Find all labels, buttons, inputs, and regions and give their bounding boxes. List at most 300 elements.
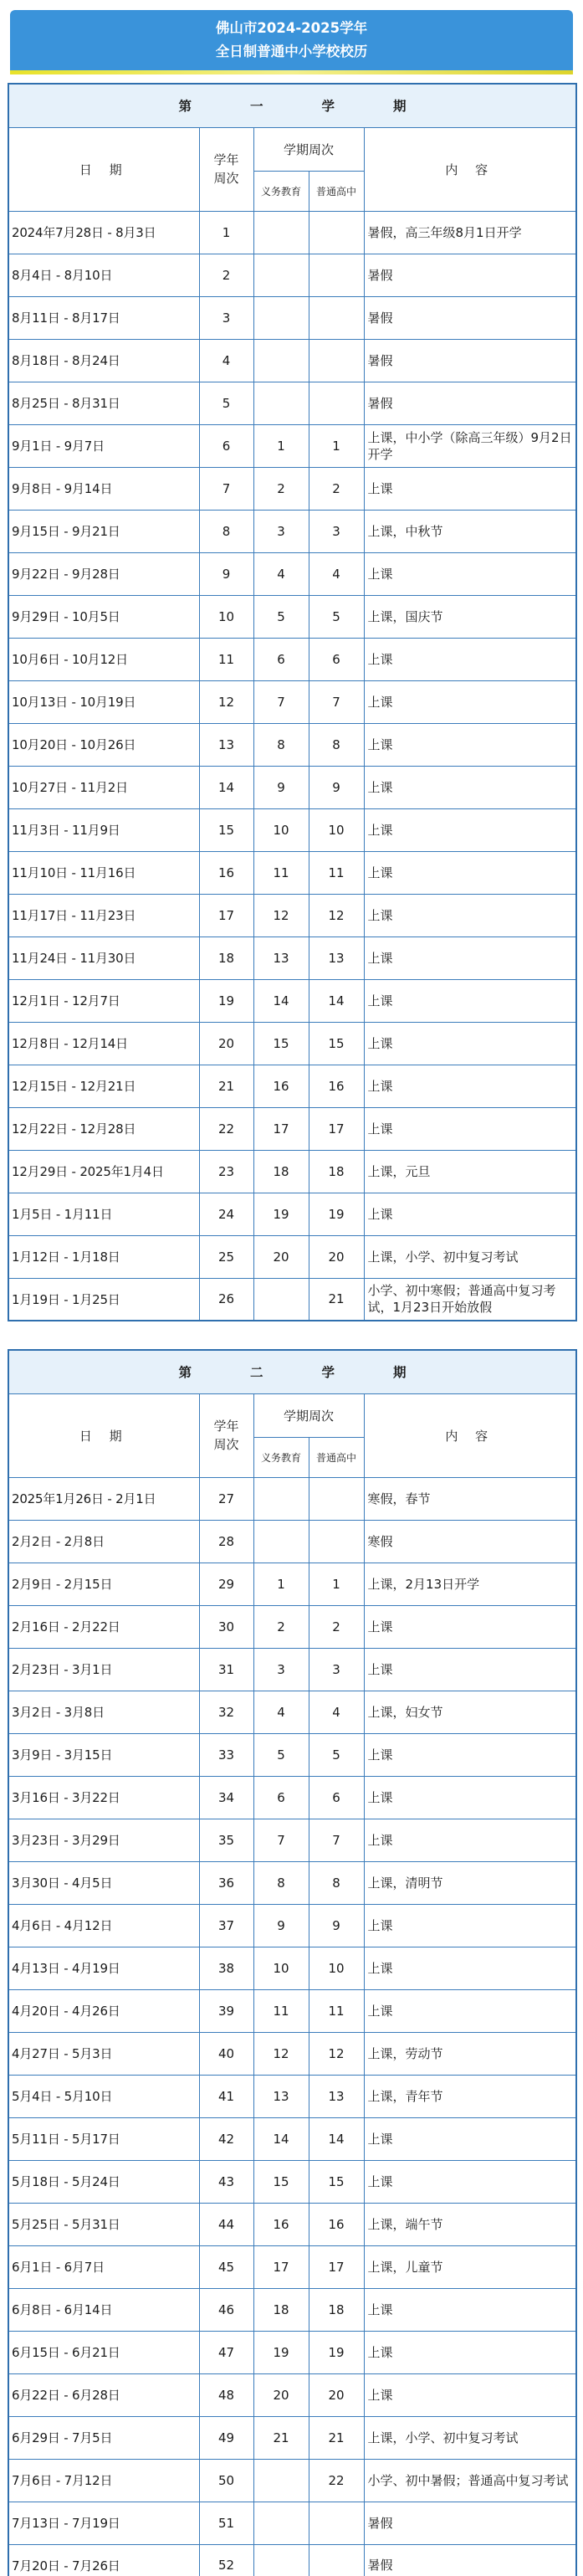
row-date: 7月13日 - 7月19日 [8, 2502, 199, 2544]
row-year-week: 18 [199, 936, 253, 979]
row-highschool-week: 17 [309, 1107, 364, 1150]
row-compulsory-week: 6 [253, 638, 309, 680]
table-row [8, 2544, 576, 2576]
table-row [8, 1477, 576, 1520]
date-column-header: 日 期 [8, 127, 199, 211]
row-date: 1月19日 - 1月25日 [8, 1278, 199, 1321]
row-highschool-week: 15 [309, 1022, 364, 1065]
row-content: 寒假，春节 [364, 1477, 576, 1520]
row-highschool-week: 16 [309, 2203, 364, 2245]
row-year-week: 38 [199, 1947, 253, 1989]
table-row [8, 638, 576, 680]
row-content: 暑假 [364, 2502, 576, 2544]
table-row [8, 2117, 576, 2160]
title-line-1: 佛山市2024-2025学年 [215, 20, 368, 36]
row-highschool-week: 11 [309, 1989, 364, 2032]
row-compulsory-week: 8 [253, 723, 309, 766]
row-highschool-week: 10 [309, 1947, 364, 1989]
row-compulsory-week: 15 [253, 2160, 309, 2203]
row-content: 上课 [364, 2160, 576, 2203]
row-content: 上课 [364, 1776, 576, 1819]
row-compulsory-week: 12 [253, 2032, 309, 2075]
row-highschool-week: 7 [309, 680, 364, 723]
row-date: 5月25日 - 5月31日 [8, 2203, 199, 2245]
semester2-table [8, 1349, 577, 2576]
table-row [8, 2203, 576, 2245]
row-content: 上课，青年节 [364, 2075, 576, 2117]
row-year-week: 48 [199, 2373, 253, 2416]
row-compulsory-week: 14 [253, 2117, 309, 2160]
row-date: 9月29日 - 10月5日 [8, 595, 199, 638]
row-year-week: 8 [199, 510, 253, 552]
row-date: 7月20日 - 7月26日 [8, 2544, 199, 2576]
table-row [8, 808, 576, 851]
row-compulsory-week: 13 [253, 936, 309, 979]
row-highschool-week: 18 [309, 2288, 364, 2331]
compulsory-column-header: 义务教育 [253, 1437, 309, 1477]
row-date: 9月1日 - 9月7日 [8, 424, 199, 467]
row-year-week: 12 [199, 680, 253, 723]
row-date: 5月18日 - 5月24日 [8, 2160, 199, 2203]
table-row [8, 2331, 576, 2373]
row-year-week: 49 [199, 2416, 253, 2459]
table-row [8, 1065, 576, 1107]
row-year-week: 40 [199, 2032, 253, 2075]
row-compulsory-week: 13 [253, 2075, 309, 2117]
row-compulsory-week: 6 [253, 1776, 309, 1819]
row-year-week: 42 [199, 2117, 253, 2160]
row-content: 上课，妇女节 [364, 1691, 576, 1733]
row-compulsory-week: 2 [253, 1605, 309, 1648]
table-row [8, 1193, 576, 1235]
row-highschool-week: 12 [309, 2032, 364, 2075]
row-content: 上课 [364, 467, 576, 510]
row-content: 小学、初中寒假；普通高中复习考试，1月23日开始放假 [364, 1278, 576, 1321]
row-content: 暑假 [364, 296, 576, 339]
table-row [8, 1278, 576, 1321]
row-compulsory-week: 18 [253, 2288, 309, 2331]
table-row [8, 936, 576, 979]
table-row [8, 680, 576, 723]
row-content: 上课 [364, 1605, 576, 1648]
row-year-week: 32 [199, 1691, 253, 1733]
row-compulsory-week: 3 [253, 510, 309, 552]
table-row [8, 1520, 576, 1563]
row-content: 上课 [364, 2117, 576, 2160]
row-date: 11月24日 - 11月30日 [8, 936, 199, 979]
row-year-week: 34 [199, 1776, 253, 1819]
table-row [8, 552, 576, 595]
row-compulsory-week: 4 [253, 1691, 309, 1733]
row-compulsory-week [253, 1278, 309, 1321]
row-compulsory-week: 10 [253, 808, 309, 851]
row-highschool-week: 19 [309, 1193, 364, 1235]
table-row [8, 382, 576, 424]
row-year-week: 9 [199, 552, 253, 595]
highschool-column-header: 普通高中 [309, 171, 364, 211]
row-highschool-week [309, 211, 364, 254]
row-date: 10月20日 - 10月26日 [8, 723, 199, 766]
row-content: 上课，小学、初中复习考试 [364, 1235, 576, 1278]
content-column-header: 内 容 [364, 1393, 576, 1477]
table-row [8, 2160, 576, 2203]
row-highschool-week: 13 [309, 2075, 364, 2117]
row-content: 上课 [364, 1904, 576, 1947]
row-year-week: 21 [199, 1065, 253, 1107]
row-date: 2月23日 - 3月1日 [8, 1648, 199, 1691]
row-date: 8月25日 - 8月31日 [8, 382, 199, 424]
row-highschool-week: 12 [309, 894, 364, 936]
row-highschool-week [309, 339, 364, 382]
row-date: 9月22日 - 9月28日 [8, 552, 199, 595]
table-row [8, 1989, 576, 2032]
row-compulsory-week: 20 [253, 2373, 309, 2416]
table-row [8, 1563, 576, 1605]
row-year-week: 29 [199, 1563, 253, 1605]
row-date: 4月6日 - 4月12日 [8, 1904, 199, 1947]
table-row [8, 2245, 576, 2288]
row-year-week: 24 [199, 1193, 253, 1235]
highschool-column-header: 普通高中 [309, 1437, 364, 1477]
row-compulsory-week: 16 [253, 2203, 309, 2245]
row-highschool-week [309, 1520, 364, 1563]
row-highschool-week: 16 [309, 1065, 364, 1107]
row-compulsory-week: 9 [253, 766, 309, 808]
row-highschool-week: 14 [309, 2117, 364, 2160]
row-date: 8月18日 - 8月24日 [8, 339, 199, 382]
row-year-week: 27 [199, 1477, 253, 1520]
row-content: 暑假，高三年级8月1日开学 [364, 211, 576, 254]
row-content: 暑假 [364, 254, 576, 296]
row-content: 上课 [364, 1022, 576, 1065]
table-row [8, 467, 576, 510]
row-content: 上课，清明节 [364, 1861, 576, 1904]
row-highschool-week: 20 [309, 2373, 364, 2416]
semester2-rows [8, 1477, 576, 2576]
row-compulsory-week: 21 [253, 2416, 309, 2459]
row-year-week: 10 [199, 595, 253, 638]
row-year-week: 26 [199, 1278, 253, 1321]
row-content: 暑假 [364, 2544, 576, 2576]
row-content: 上课 [364, 2373, 576, 2416]
content-column-header: 内 容 [364, 127, 576, 211]
row-compulsory-week [253, 382, 309, 424]
row-content: 暑假 [364, 382, 576, 424]
row-highschool-week [309, 2544, 364, 2576]
row-date: 7月6日 - 7月12日 [8, 2459, 199, 2502]
row-content: 暑假 [364, 339, 576, 382]
table-row [8, 1819, 576, 1861]
row-date: 3月9日 - 3月15日 [8, 1733, 199, 1776]
year-week-column-header: 学年 周次 [199, 1393, 253, 1477]
row-content: 上课，小学、初中复习考试 [364, 2416, 576, 2459]
table-row [8, 1235, 576, 1278]
row-date: 6月22日 - 6月28日 [8, 2373, 199, 2416]
row-date: 1月5日 - 1月11日 [8, 1193, 199, 1235]
row-content: 上课 [364, 1648, 576, 1691]
row-date: 4月13日 - 4月19日 [8, 1947, 199, 1989]
row-compulsory-week: 19 [253, 2331, 309, 2373]
row-compulsory-week: 5 [253, 595, 309, 638]
row-compulsory-week: 17 [253, 2245, 309, 2288]
table-row [8, 1904, 576, 1947]
row-compulsory-week [253, 339, 309, 382]
table-row [8, 1861, 576, 1904]
row-date: 2024年7月28日 - 8月3日 [8, 211, 199, 254]
row-compulsory-week: 19 [253, 1193, 309, 1235]
title-line-2: 全日制普通中小学校校历 [215, 44, 368, 59]
row-highschool-week [309, 1477, 364, 1520]
row-date: 10月27日 - 11月2日 [8, 766, 199, 808]
row-date: 8月11日 - 8月17日 [8, 296, 199, 339]
table-row [8, 2288, 576, 2331]
row-highschool-week: 3 [309, 510, 364, 552]
row-year-week: 22 [199, 1107, 253, 1150]
row-date: 10月13日 - 10月19日 [8, 680, 199, 723]
row-content: 上课 [364, 2331, 576, 2373]
header-underline [10, 70, 573, 74]
year-week-column-header: 学年 周次 [199, 127, 253, 211]
table-row [8, 1107, 576, 1150]
row-date: 12月1日 - 12月7日 [8, 979, 199, 1022]
semester-week-column-header: 学期周次 [253, 1393, 364, 1437]
row-year-week: 14 [199, 766, 253, 808]
row-compulsory-week [253, 2502, 309, 2544]
row-compulsory-week: 10 [253, 1947, 309, 1989]
row-highschool-week: 11 [309, 851, 364, 894]
row-content: 上课 [364, 1193, 576, 1235]
table-row [8, 296, 576, 339]
row-year-week: 46 [199, 2288, 253, 2331]
row-highschool-week: 4 [309, 552, 364, 595]
table-row [8, 851, 576, 894]
table-row [8, 2075, 576, 2117]
table-row [8, 2502, 576, 2544]
table-row [8, 1947, 576, 1989]
row-compulsory-week [253, 211, 309, 254]
row-content: 上课 [364, 979, 576, 1022]
table-row [8, 1150, 576, 1193]
row-content: 上课，劳动节 [364, 2032, 576, 2075]
row-highschool-week: 6 [309, 1776, 364, 1819]
semester1-table [8, 83, 577, 1321]
calendar-header [10, 10, 573, 70]
row-year-week: 44 [199, 2203, 253, 2245]
row-date: 5月4日 - 5月10日 [8, 2075, 199, 2117]
row-highschool-week [309, 382, 364, 424]
row-year-week: 51 [199, 2502, 253, 2544]
row-highschool-week: 21 [309, 2416, 364, 2459]
row-compulsory-week [253, 1477, 309, 1520]
row-date: 2月2日 - 2月8日 [8, 1520, 199, 1563]
row-compulsory-week [253, 2544, 309, 2576]
row-highschool-week: 14 [309, 979, 364, 1022]
row-content: 上课 [364, 1989, 576, 2032]
row-highschool-week: 9 [309, 766, 364, 808]
row-content: 上课，2月13日开学 [364, 1563, 576, 1605]
row-date: 8月4日 - 8月10日 [8, 254, 199, 296]
row-content: 上课 [364, 1819, 576, 1861]
row-date: 10月6日 - 10月12日 [8, 638, 199, 680]
row-year-week: 11 [199, 638, 253, 680]
row-highschool-week: 20 [309, 1235, 364, 1278]
row-year-week: 19 [199, 979, 253, 1022]
row-content: 寒假 [364, 1520, 576, 1563]
row-compulsory-week: 2 [253, 467, 309, 510]
row-highschool-week: 2 [309, 1605, 364, 1648]
row-highschool-week [309, 254, 364, 296]
row-highschool-week: 8 [309, 723, 364, 766]
table-row [8, 2373, 576, 2416]
row-year-week: 23 [199, 1150, 253, 1193]
row-date: 3月30日 - 4月5日 [8, 1861, 199, 1904]
row-highschool-week: 1 [309, 424, 364, 467]
row-date: 3月2日 - 3月8日 [8, 1691, 199, 1733]
compulsory-column-header: 义务教育 [253, 171, 309, 211]
row-date: 4月20日 - 4月26日 [8, 1989, 199, 2032]
table-row [8, 2459, 576, 2502]
row-year-week: 16 [199, 851, 253, 894]
row-compulsory-week [253, 254, 309, 296]
row-highschool-week: 9 [309, 1904, 364, 1947]
row-highschool-week: 7 [309, 1819, 364, 1861]
row-year-week: 50 [199, 2459, 253, 2502]
table-row [8, 595, 576, 638]
table-row [8, 339, 576, 382]
row-year-week: 33 [199, 1733, 253, 1776]
row-year-week: 39 [199, 1989, 253, 2032]
row-year-week: 17 [199, 894, 253, 936]
row-highschool-week: 5 [309, 595, 364, 638]
row-year-week: 31 [199, 1648, 253, 1691]
row-compulsory-week: 8 [253, 1861, 309, 1904]
table-row [8, 1648, 576, 1691]
row-content: 上课 [364, 1733, 576, 1776]
row-content: 上课 [364, 1107, 576, 1150]
row-highschool-week [309, 296, 364, 339]
row-content: 上课 [364, 894, 576, 936]
table-row [8, 510, 576, 552]
row-compulsory-week: 7 [253, 1819, 309, 1861]
table-row [8, 894, 576, 936]
row-year-week: 35 [199, 1819, 253, 1861]
row-year-week: 43 [199, 2160, 253, 2203]
row-content: 上课 [364, 851, 576, 894]
row-year-week: 36 [199, 1861, 253, 1904]
row-compulsory-week: 11 [253, 1989, 309, 2032]
table-row [8, 979, 576, 1022]
row-compulsory-week: 1 [253, 424, 309, 467]
table-row [8, 424, 576, 467]
row-year-week: 47 [199, 2331, 253, 2373]
row-year-week: 2 [199, 254, 253, 296]
row-compulsory-week: 20 [253, 1235, 309, 1278]
row-content: 上课 [364, 766, 576, 808]
row-content: 上课，中秋节 [364, 510, 576, 552]
row-date: 11月3日 - 11月9日 [8, 808, 199, 851]
row-year-week: 45 [199, 2245, 253, 2288]
row-date: 4月27日 - 5月3日 [8, 2032, 199, 2075]
row-date: 5月11日 - 5月17日 [8, 2117, 199, 2160]
row-highschool-week [309, 2502, 364, 2544]
row-year-week: 15 [199, 808, 253, 851]
table-row [8, 766, 576, 808]
row-compulsory-week: 12 [253, 894, 309, 936]
row-year-week: 13 [199, 723, 253, 766]
row-compulsory-week: 9 [253, 1904, 309, 1947]
row-compulsory-week [253, 2459, 309, 2502]
table-row [8, 1733, 576, 1776]
row-date: 6月15日 - 6月21日 [8, 2331, 199, 2373]
row-date: 2月16日 - 2月22日 [8, 1605, 199, 1648]
semester2-title: 第 二 学 期 [8, 1350, 576, 1393]
row-year-week: 37 [199, 1904, 253, 1947]
row-highschool-week: 2 [309, 467, 364, 510]
row-highschool-week: 15 [309, 2160, 364, 2203]
row-year-week: 1 [199, 211, 253, 254]
table-row [8, 723, 576, 766]
row-year-week: 28 [199, 1520, 253, 1563]
row-compulsory-week: 4 [253, 552, 309, 595]
row-year-week: 52 [199, 2544, 253, 2576]
row-date: 11月17日 - 11月23日 [8, 894, 199, 936]
row-content: 上课，儿童节 [364, 2245, 576, 2288]
row-date: 6月8日 - 6月14日 [8, 2288, 199, 2331]
table-row [8, 1605, 576, 1648]
date-column-header: 日 期 [8, 1393, 199, 1477]
row-compulsory-week: 18 [253, 1150, 309, 1193]
row-year-week: 41 [199, 2075, 253, 2117]
row-year-week: 6 [199, 424, 253, 467]
row-date: 3月16日 - 3月22日 [8, 1776, 199, 1819]
row-highschool-week: 17 [309, 2245, 364, 2288]
table-row [8, 1776, 576, 1819]
row-date: 9月15日 - 9月21日 [8, 510, 199, 552]
row-highschool-week: 22 [309, 2459, 364, 2502]
table-row [8, 211, 576, 254]
row-highschool-week: 3 [309, 1648, 364, 1691]
row-compulsory-week: 7 [253, 680, 309, 723]
row-highschool-week: 19 [309, 2331, 364, 2373]
row-content: 上课 [364, 1065, 576, 1107]
row-content: 上课 [364, 638, 576, 680]
row-compulsory-week: 15 [253, 1022, 309, 1065]
table-row [8, 254, 576, 296]
row-content: 上课 [364, 552, 576, 595]
row-highschool-week: 6 [309, 638, 364, 680]
row-compulsory-week: 1 [253, 1563, 309, 1605]
row-compulsory-week [253, 296, 309, 339]
row-highschool-week: 10 [309, 808, 364, 851]
row-highschool-week: 18 [309, 1150, 364, 1193]
row-year-week: 30 [199, 1605, 253, 1648]
row-content: 上课 [364, 1947, 576, 1989]
row-date: 12月29日 - 2025年1月4日 [8, 1150, 199, 1193]
row-date: 12月8日 - 12月14日 [8, 1022, 199, 1065]
row-date: 6月1日 - 6月7日 [8, 2245, 199, 2288]
row-date: 2025年1月26日 - 2月1日 [8, 1477, 199, 1520]
row-date: 3月23日 - 3月29日 [8, 1819, 199, 1861]
semester1-title: 第 一 学 期 [8, 84, 576, 127]
row-content: 上课，中小学（除高三年级）9月2日开学 [364, 424, 576, 467]
row-highschool-week: 1 [309, 1563, 364, 1605]
row-date: 12月15日 - 12月21日 [8, 1065, 199, 1107]
row-date: 6月29日 - 7月5日 [8, 2416, 199, 2459]
table-row [8, 2416, 576, 2459]
row-content: 上课 [364, 2288, 576, 2331]
semester1-rows [8, 211, 576, 1321]
semester-week-column-header: 学期周次 [253, 127, 364, 171]
